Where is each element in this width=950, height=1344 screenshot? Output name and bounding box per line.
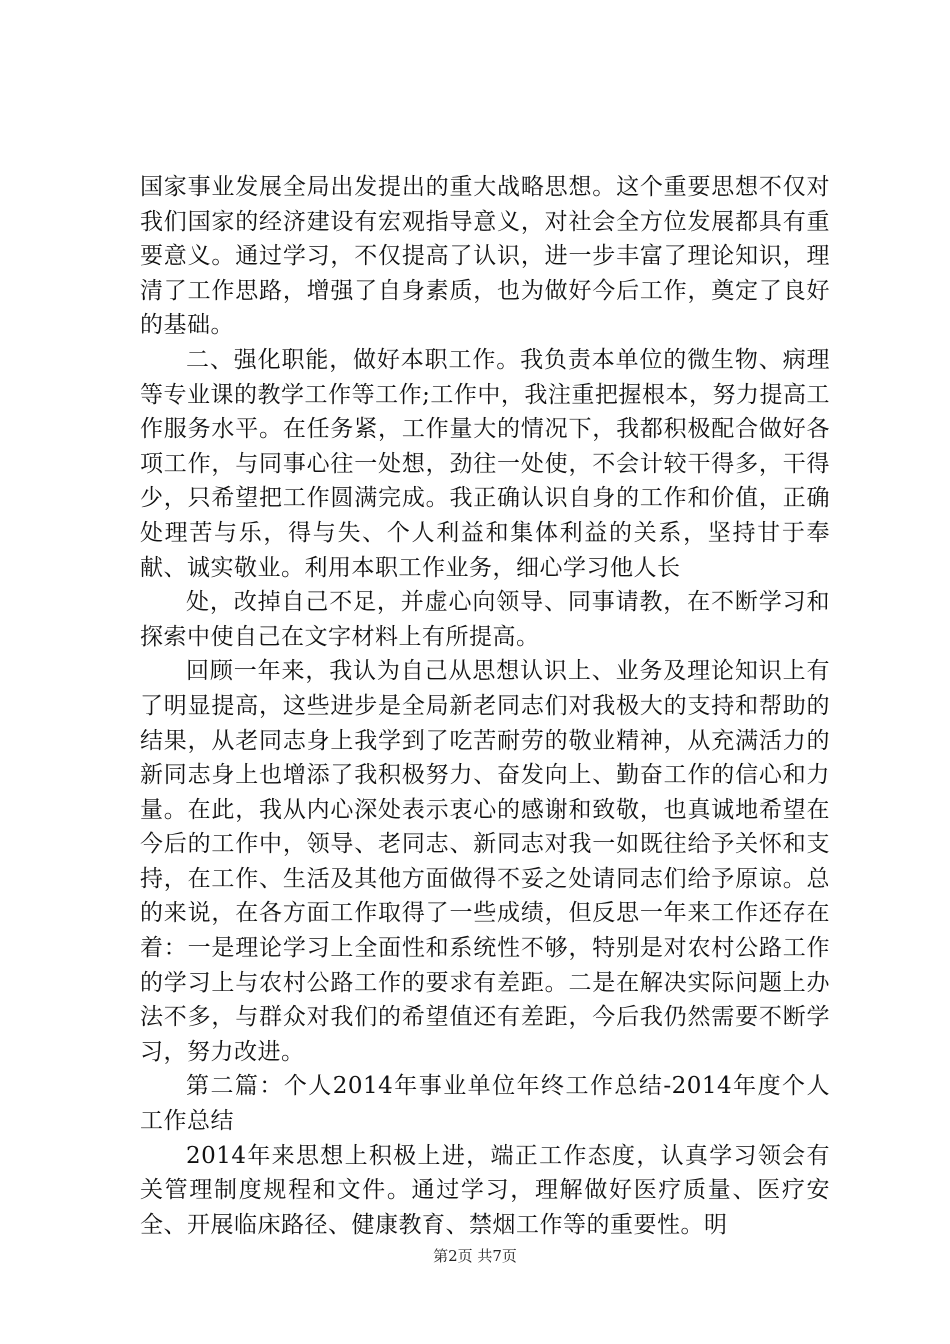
section-heading: 第二篇：个人2014年事业单位年终工作总结-2014年度个人工作总结 (140, 1073, 830, 1135)
paragraph-3: 处，改掉自己不足，并虚心向领导、同事请教，在不断学习和探索中使自己在文字材料上有所提高。 (140, 589, 830, 650)
paragraph-1: 国家事业发展全局出发提出的重大战略思想。这个重要思想不仅对我们国家的经济建设有宏观指导意义，对社会全方位发展都具有重要意义。通过学习，不仅提高了认识，进一步丰富了理论知识，理清了工作思路，增强了自身素质，也为做好今后工作，奠定了良好的基础。 (140, 174, 830, 339)
document-body (140, 170, 830, 1242)
paragraph-4: 回顾一年来，我认为自己从思想认识上、业务及理论知识上有了明显提高，这些进步是全局新老同志们对我极大的支持和帮助的结果，从老同志身上我学到了吃苦耐劳的敬业精神，从充满活力的新同志身上也增添了我积极努力、奋发向上、勤奋工作的信心和力量。在此，我从内心深处表示衷心的感谢和致敬，也真诚地希望在今后的工作中，领导、老同志、新同志对我一如既往给予关怀和支持，在工作、生活及其他方面做得不妥之处请同志们给予原谅。总的来说，在各方面工作取得了一些成绩，但反思一年来工作还存在着：一是理论学习上全面性和系统性不够，特别是对农村公路工作的学习上与农村公路工作的要求有差距。二是在解决实际问题上办法不多，与群众对我们的希望值还有差距，今后我仍然需要不断学习，努力改进。 (140, 658, 830, 1065)
paragraph-5: 2014年来思想上积极上进，端正工作态度，认真学习领会有关管理制度规程和文件。通过学习，理解做好医疗质量、医疗安全、开展临床路径、健康教育、禁烟工作等的重要性。明 (140, 1142, 830, 1238)
page-footer: 第2页 共7页 (433, 1247, 517, 1265)
paragraph-2: 二、强化职能，做好本职工作。我负责本单位的微生物、病理等专业课的教学工作等工作;工作中，我注重把握根本，努力提高工作服务水平。在任务紧，工作量大的情况下，我都积极配合做好各项工作，与同事心往一处想，劲往一处使，不会计较干得多，干得少，只希望把工作圆满完成。我正确认识自身的工作和价值，正确处理苦与乐，得与失、个人利益和集体利益的关系，坚持甘于奉献、诚实敬业。利用本职工作业务，细心学习他人长 (140, 346, 830, 581)
